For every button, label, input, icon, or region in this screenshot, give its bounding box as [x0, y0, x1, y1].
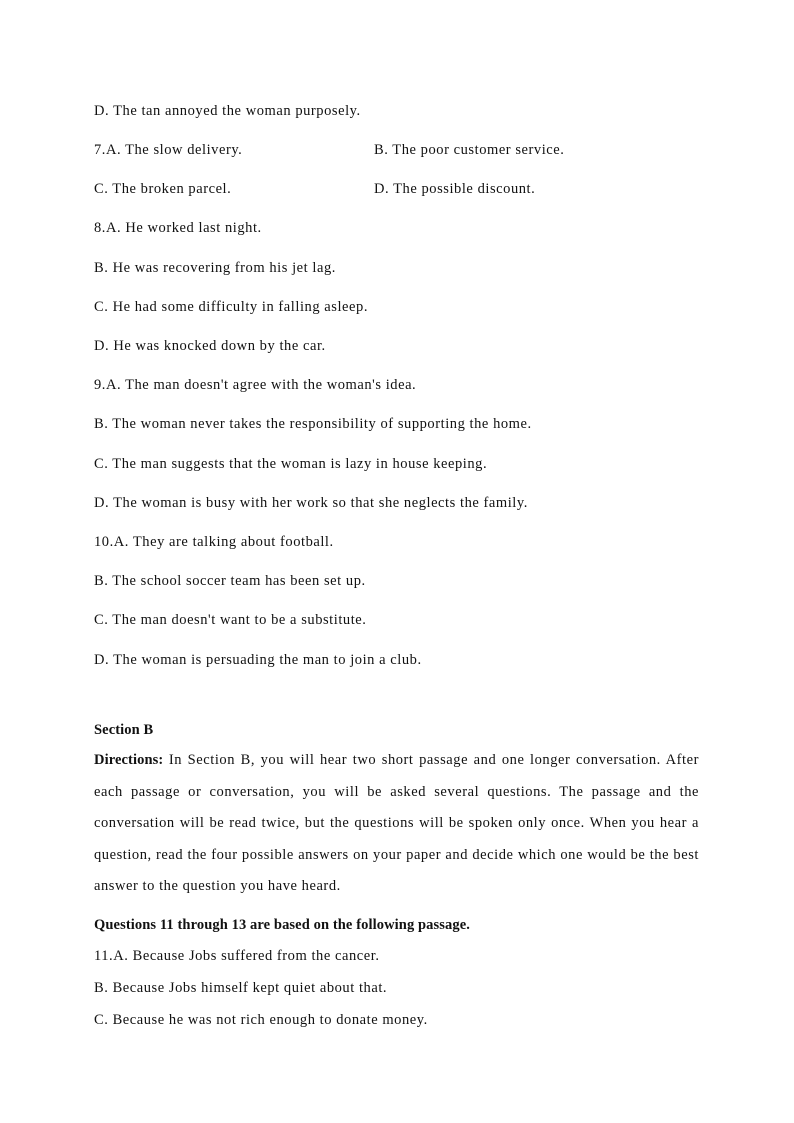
q7-option-b: B. The poor customer service.: [374, 142, 565, 158]
directions-label: Directions:: [94, 752, 164, 768]
directions-paragraph: [94, 745, 699, 903]
q7-option-a: 7.A. The slow delivery.: [94, 142, 243, 158]
q9-option-c: C. The man suggests that the woman is lazy in house keeping.: [94, 456, 488, 472]
q9-option-b: B. The woman never takes the responsibility of supporting the home.: [94, 416, 532, 432]
q8-option-d: D. He was knocked down by the car.: [94, 338, 326, 354]
q8-option-a: 8.A. He worked last night.: [94, 220, 262, 236]
q6-option-d: D. The tan annoyed the woman purposely.: [94, 103, 361, 119]
q7-option-c: C. The broken parcel.: [94, 181, 232, 197]
q8-option-c: C. He had some difficulty in falling asleep.: [94, 299, 368, 315]
q11-option-c: C. Because he was not rich enough to donate money.: [94, 1012, 428, 1028]
q11-option-a: 11.A. Because Jobs suffered from the cancer.: [94, 948, 380, 964]
q10-option-c: C. The man doesn't want to be a substitute.: [94, 612, 367, 628]
q7-option-d: D. The possible discount.: [374, 181, 536, 197]
q11-option-b: B. Because Jobs himself kept quiet about that.: [94, 980, 388, 996]
q9-option-d: D. The woman is busy with her work so that she neglects the family.: [94, 495, 528, 511]
q9-option-a: 9.A. The man doesn't agree with the woman's idea.: [94, 377, 417, 393]
questions-group-heading: Questions 11 through 13 are based on the following passage.: [94, 917, 470, 933]
section-b-heading: Section B: [94, 722, 154, 738]
q10-option-a: 10.A. They are talking about football.: [94, 534, 334, 550]
q8-option-b: B. He was recovering from his jet lag.: [94, 260, 336, 276]
directions-text: In Section B, you will hear two short passage and one longer conversation. After each passage or conversation, you will be asked several questions. The passage and the conversation will be read twice, but the questions will be spoken only once. When you hear a question, read the four possible answers on your paper and decide which one would be the best answer to the question you have heard.: [94, 752, 699, 894]
q10-option-d: D. The woman is persuading the man to join a club.: [94, 652, 422, 668]
q10-option-b: B. The school soccer team has been set up.: [94, 573, 366, 589]
